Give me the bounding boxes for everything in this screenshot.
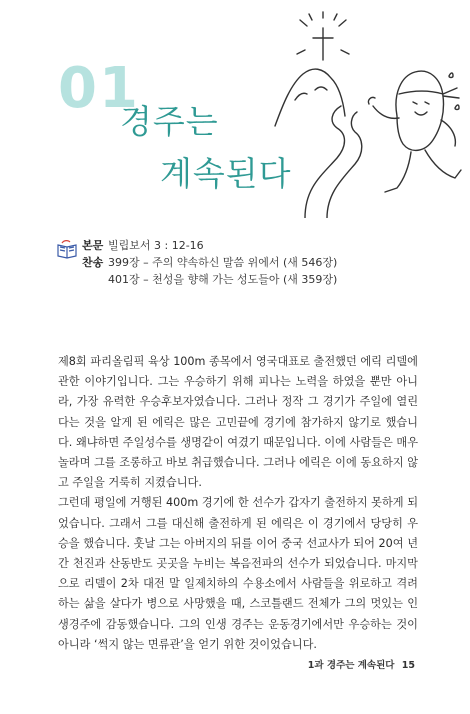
- text-label: 본문: [82, 239, 104, 252]
- page-number: 15: [401, 660, 415, 671]
- paragraph-2: 그런데 평일에 거행된 400m 경기에 한 선수가 갑자기 출전하지 못하게 되었습니다. 그래서 그를 대신해 출전하게 된 에릭은 이 경기에서 당당히 우승을 했습니다. 훗날 그는 아버지의 뒤를 이어 중국 선교사가 되어 20여 년간 천진과 산동반도 곳곳을 누비는 복음전파의 선수가 되었습니다. 마지막으로 리델이 2차 대전 말 일제치하의 수용소에서 사람들을 위로하고 격려하는 삶을 살다가 병으로 사망했을 때, 스코틀랜드 전체가 그의 멋있는 인생경주에 감동했습니다. 그의 인생 경주는 운동경기에서만 우승하는 것이 아니라 ‘썩지 않는 면류관’을 얻기 위한 것이었습니다.: [58, 496, 418, 651]
- body-text: [58, 352, 418, 655]
- hymn-1: 399장 – 주의 약속하신 말씀 위에서 (새 546장): [108, 256, 338, 269]
- hymn-label: 찬송: [82, 256, 104, 269]
- running-head: 1과 경주는 계속된다: [307, 660, 395, 671]
- scripture-hymn-info: [58, 237, 337, 288]
- hymn-2: 401장 – 천성을 향해 가는 성도들아 (새 359장): [108, 273, 338, 286]
- cross-icon: [297, 12, 349, 60]
- chapter-title-line-1: 경주는: [120, 102, 219, 141]
- text-value: 빌립보서 3 : 12-16: [108, 239, 204, 252]
- chapter-title-line-2: 계속된다: [160, 154, 292, 193]
- paragraph-1: 제8회 파리올림픽 육상 100m 종목에서 영국대표로 출전했던 에릭 리델에 관한 이야기입니다. 그는 우승하기 위해 피나는 노력을 하였을 뿐만 아니라, 가장 유력한 우승후보자였습니다. 그러나 정작 그 경기가 주일에 열린다는 것을 알게 된 에릭은 많은 고민끝에 경기에 참가하지 않기로 했습니다. 왜냐하면 주일성수를 생명같이 여겼기 때문입니다. 이에 사람들은 매우 놀라며 그를 조롱하고 바보 취급했습니다. 그러나 에릭은 이에 동요하지 않고 주일을 거룩히 지켰습니다.: [58, 355, 418, 490]
- page-footer: [308, 657, 415, 671]
- open-book-icon: [56, 239, 78, 259]
- runner-cross-illustration: [265, 8, 465, 218]
- chapter-number: 01: [58, 56, 140, 121]
